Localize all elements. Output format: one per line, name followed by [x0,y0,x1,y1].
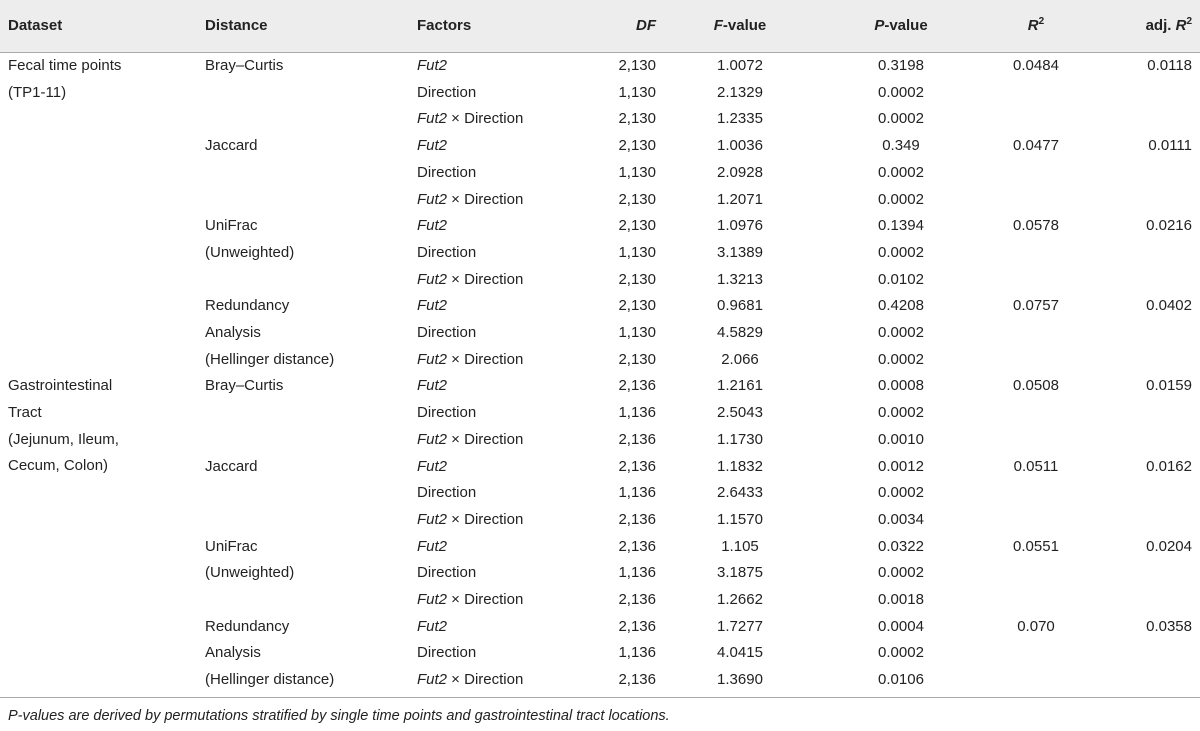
factor-cell [417,190,523,210]
table-row [0,240,1200,267]
df-cell: 1,130 [618,83,656,101]
factor-label: Direction [417,404,477,422]
p-value-cell: 0.0002 [878,404,924,422]
distance-line: UniFrac [205,217,258,235]
dataset-line: Gastrointestinal [8,377,113,395]
factor-cell [417,376,447,396]
distance-line: (Unweighted) [205,564,295,582]
p-value-cell: 0.1394 [878,217,924,235]
table-bottom-rule [0,697,1200,698]
distance-line: Redundancy [205,617,290,635]
factor-gene: Fut2 [417,297,448,315]
factor-gene: Fut2 [417,430,448,448]
table-row [0,667,1200,694]
df-cell: 2,136 [618,377,656,395]
factor-cell [417,643,476,663]
table-row [0,347,1200,374]
distance-line: (Hellinger distance) [205,350,335,368]
distance-line: Bray–Curtis [205,57,284,74]
r2-cell: 0.0578 [1013,217,1059,235]
df-cell: 1,130 [618,324,656,341]
factor-cell [417,163,476,183]
factor-gene: Fut2 [417,457,448,475]
adj-r2-cell: 0.0402 [1146,297,1192,315]
table-row [0,133,1200,160]
factor-gene: Fut2 [417,350,448,368]
factor-gene: Fut2 [417,217,448,235]
factor-cell [417,537,447,557]
factor-cell [417,136,447,156]
factor-cell [417,350,523,370]
adj-r2-cell: 0.0358 [1146,617,1192,635]
factor-cell [417,510,523,530]
df-cell: 1,136 [618,404,656,422]
factor-label: Direction [417,564,477,582]
p-value-cell: 0.0002 [878,644,924,662]
f-value-cell: 1.2335 [717,110,763,128]
factor-label: × Direction [447,270,524,288]
distance-cell [205,457,258,484]
df-cell: 2,136 [618,591,656,608]
factor-cell [417,563,476,583]
factor-gene: Fut2 [417,510,448,528]
factor-label: × Direction [447,510,524,528]
header-f-value: F-value [713,17,767,34]
df-cell: 2,130 [618,217,656,235]
p-value-cell: 0.349 [882,137,920,155]
df-cell: 2,130 [618,57,656,74]
factor-gene: Fut2 [417,57,448,74]
factor-cell [417,590,523,610]
f-value-cell: 2.1329 [717,83,763,101]
df-cell: 1,136 [618,644,656,662]
dataset-line: Tract [8,404,42,422]
f-value-cell: 1.1570 [717,510,763,528]
factor-label: Direction [417,83,477,101]
table-row [0,507,1200,534]
p-value-cell: 0.0102 [878,270,924,288]
distance-cell [205,376,283,403]
r2-cell: 0.0508 [1013,377,1059,395]
f-value-cell: 2.5043 [717,404,763,422]
f-value-cell: 1.2161 [717,377,763,395]
f-value-cell: 1.0036 [717,137,763,155]
table-row [0,587,1200,614]
p-value-cell: 0.0034 [878,510,924,528]
df-cell: 1,130 [618,243,656,261]
dataset-line: Fecal time points [8,57,122,74]
p-value-cell: 0.0106 [878,671,924,689]
factor-cell [417,617,447,637]
f-value-cell: 1.1832 [717,457,763,475]
header-r2: $R^2$ [1027,16,1045,34]
table-row [0,480,1200,507]
f-value-cell: 2.6433 [717,484,763,502]
adj-r2-cell: 0.0118 [1147,57,1192,74]
p-value-cell: 0.0008 [878,377,924,395]
factor-gene: Fut2 [417,270,448,288]
df-cell: 2,130 [618,110,656,128]
f-value-cell: 2.066 [721,350,759,368]
header-p-value: P-value [874,17,928,34]
distance-line: Analysis [205,644,261,662]
f-value-cell: 1.0072 [717,57,763,74]
p-value-cell: 0.4208 [878,297,924,315]
r2-cell: 0.0551 [1013,537,1059,555]
factor-label: Direction [417,644,477,662]
distance-cell [205,136,258,163]
df-cell: 2,130 [618,350,656,368]
table-row [0,427,1200,454]
factor-cell [417,243,476,263]
f-value-cell: 4.0415 [717,644,763,662]
factor-label: × Direction [447,190,524,208]
distance-line: Analysis [205,323,261,341]
adj-r2-cell: 0.0111 [1148,137,1192,155]
df-cell: 1,136 [618,564,656,582]
table-row [0,640,1200,667]
p-value-cell: 0.0002 [878,350,924,368]
df-cell: 2,130 [618,190,656,208]
table-footnote: P-values are derived by permutations stratified by single time points and gastrointestinal tract locations. [8,708,670,724]
distance-line: Bray–Curtis [205,377,284,395]
dataset-line: (TP1-11) [8,83,67,101]
p-value-cell: 0.0002 [878,484,924,502]
distance-line: Jaccard [205,137,258,155]
factor-cell [417,296,447,316]
adj-r2-cell: 0.0159 [1146,377,1192,395]
table-row [0,400,1200,427]
factor-gene: Fut2 [417,617,448,635]
distance-cell [205,56,283,83]
distance-line: Jaccard [205,457,258,475]
factor-label: Direction [417,243,477,261]
f-value-cell: 1.105 [721,537,759,555]
factor-cell [417,483,476,503]
p-value-cell: 0.0018 [878,591,924,608]
header-df: DF [636,17,656,34]
r2-cell: 0.070 [1017,617,1055,635]
df-cell: 1,130 [618,163,656,181]
dataset-line: (Jejunum, Ileum, [8,430,119,448]
table-row [0,80,1200,107]
table-row [0,187,1200,214]
factor-cell [417,323,476,343]
r2-cell: 0.0511 [1013,457,1059,475]
p-value-cell: 0.0002 [878,564,924,582]
factor-gene: Fut2 [417,671,448,689]
df-cell: 2,136 [618,430,656,448]
factor-label: × Direction [447,350,524,368]
table-row [0,320,1200,347]
distance-line: (Hellinger distance) [205,671,335,689]
factor-label: Direction [417,324,477,341]
r2-cell: 0.0484 [1013,57,1059,74]
factor-cell [417,403,476,423]
f-value-cell: 2.0928 [717,163,763,181]
table-row [0,106,1200,133]
adj-r2-cell: 0.0216 [1146,217,1192,235]
factor-cell [417,270,523,290]
factor-cell [417,216,447,236]
table-row [0,454,1200,481]
p-value-cell: 0.0012 [878,457,924,475]
distance-line: UniFrac [205,537,258,555]
distance-line: (Unweighted) [205,243,295,261]
f-value-cell: 1.2071 [717,190,763,208]
f-value-cell: 1.3690 [717,671,763,689]
p-value-cell: 0.0002 [878,163,924,181]
factor-cell [417,109,523,129]
p-value-cell: 0.3198 [878,57,924,74]
factor-cell [417,56,447,76]
factor-cell [417,670,523,690]
header-dataset: Dataset [8,17,63,34]
factor-gene: Fut2 [417,591,448,608]
factor-gene: Fut2 [417,110,448,128]
header-distance: Distance [205,17,268,34]
df-cell: 2,130 [618,137,656,155]
factor-label: Direction [417,484,477,502]
f-value-cell: 1.2662 [717,591,763,608]
df-cell: 2,136 [618,537,656,555]
df-cell: 2,136 [618,510,656,528]
df-cell: 2,130 [618,270,656,288]
adj-r2-cell: 0.0204 [1146,537,1192,555]
p-value-cell: 0.0002 [878,110,924,128]
p-value-cell: 0.0322 [878,537,924,555]
factor-cell [417,457,447,477]
factor-gene: Fut2 [417,137,448,155]
df-cell: 2,136 [618,617,656,635]
factor-cell [417,430,523,450]
factor-label: × Direction [447,671,524,689]
factor-label: × Direction [447,591,524,608]
df-cell: 1,136 [618,484,656,502]
f-value-cell: 1.0976 [717,217,763,235]
factor-gene: Fut2 [417,377,448,395]
f-value-cell: 3.1389 [717,243,763,261]
factor-label: × Direction [447,430,524,448]
factor-gene: Fut2 [417,190,448,208]
factor-cell [417,83,476,103]
factor-gene: Fut2 [417,537,448,555]
df-cell: 2,136 [618,671,656,689]
factor-label: × Direction [447,110,524,128]
adj-r2-cell: 0.0162 [1146,457,1192,475]
f-value-cell: 0.9681 [717,297,763,315]
factor-label: Direction [417,163,477,181]
f-value-cell: 1.7277 [717,617,763,635]
f-value-cell: 1.1730 [717,430,763,448]
distance-line: Redundancy [205,297,290,315]
p-value-cell: 0.0002 [878,83,924,101]
f-value-cell: 3.1875 [717,564,763,582]
p-value-cell: 0.0004 [878,617,924,635]
header-adj-r2: adj. $R^2$ [1145,16,1192,34]
dataset-line: Cecum, Colon) [8,457,109,475]
header-factors: Factors [417,17,472,34]
table-row [0,560,1200,587]
f-value-cell: 4.5829 [717,324,763,341]
r2-cell: 0.0477 [1013,137,1059,155]
table-header [0,0,1200,53]
table-row [0,267,1200,294]
f-value-cell: 1.3213 [717,270,763,288]
p-value-cell: 0.0002 [878,243,924,261]
p-value-cell: 0.0002 [878,324,924,341]
r2-cell: 0.0757 [1013,297,1059,315]
df-cell: 2,136 [618,457,656,475]
p-value-cell: 0.0002 [878,190,924,208]
table-row [0,160,1200,187]
df-cell: 2,130 [618,297,656,315]
p-value-cell: 0.0010 [878,430,924,448]
